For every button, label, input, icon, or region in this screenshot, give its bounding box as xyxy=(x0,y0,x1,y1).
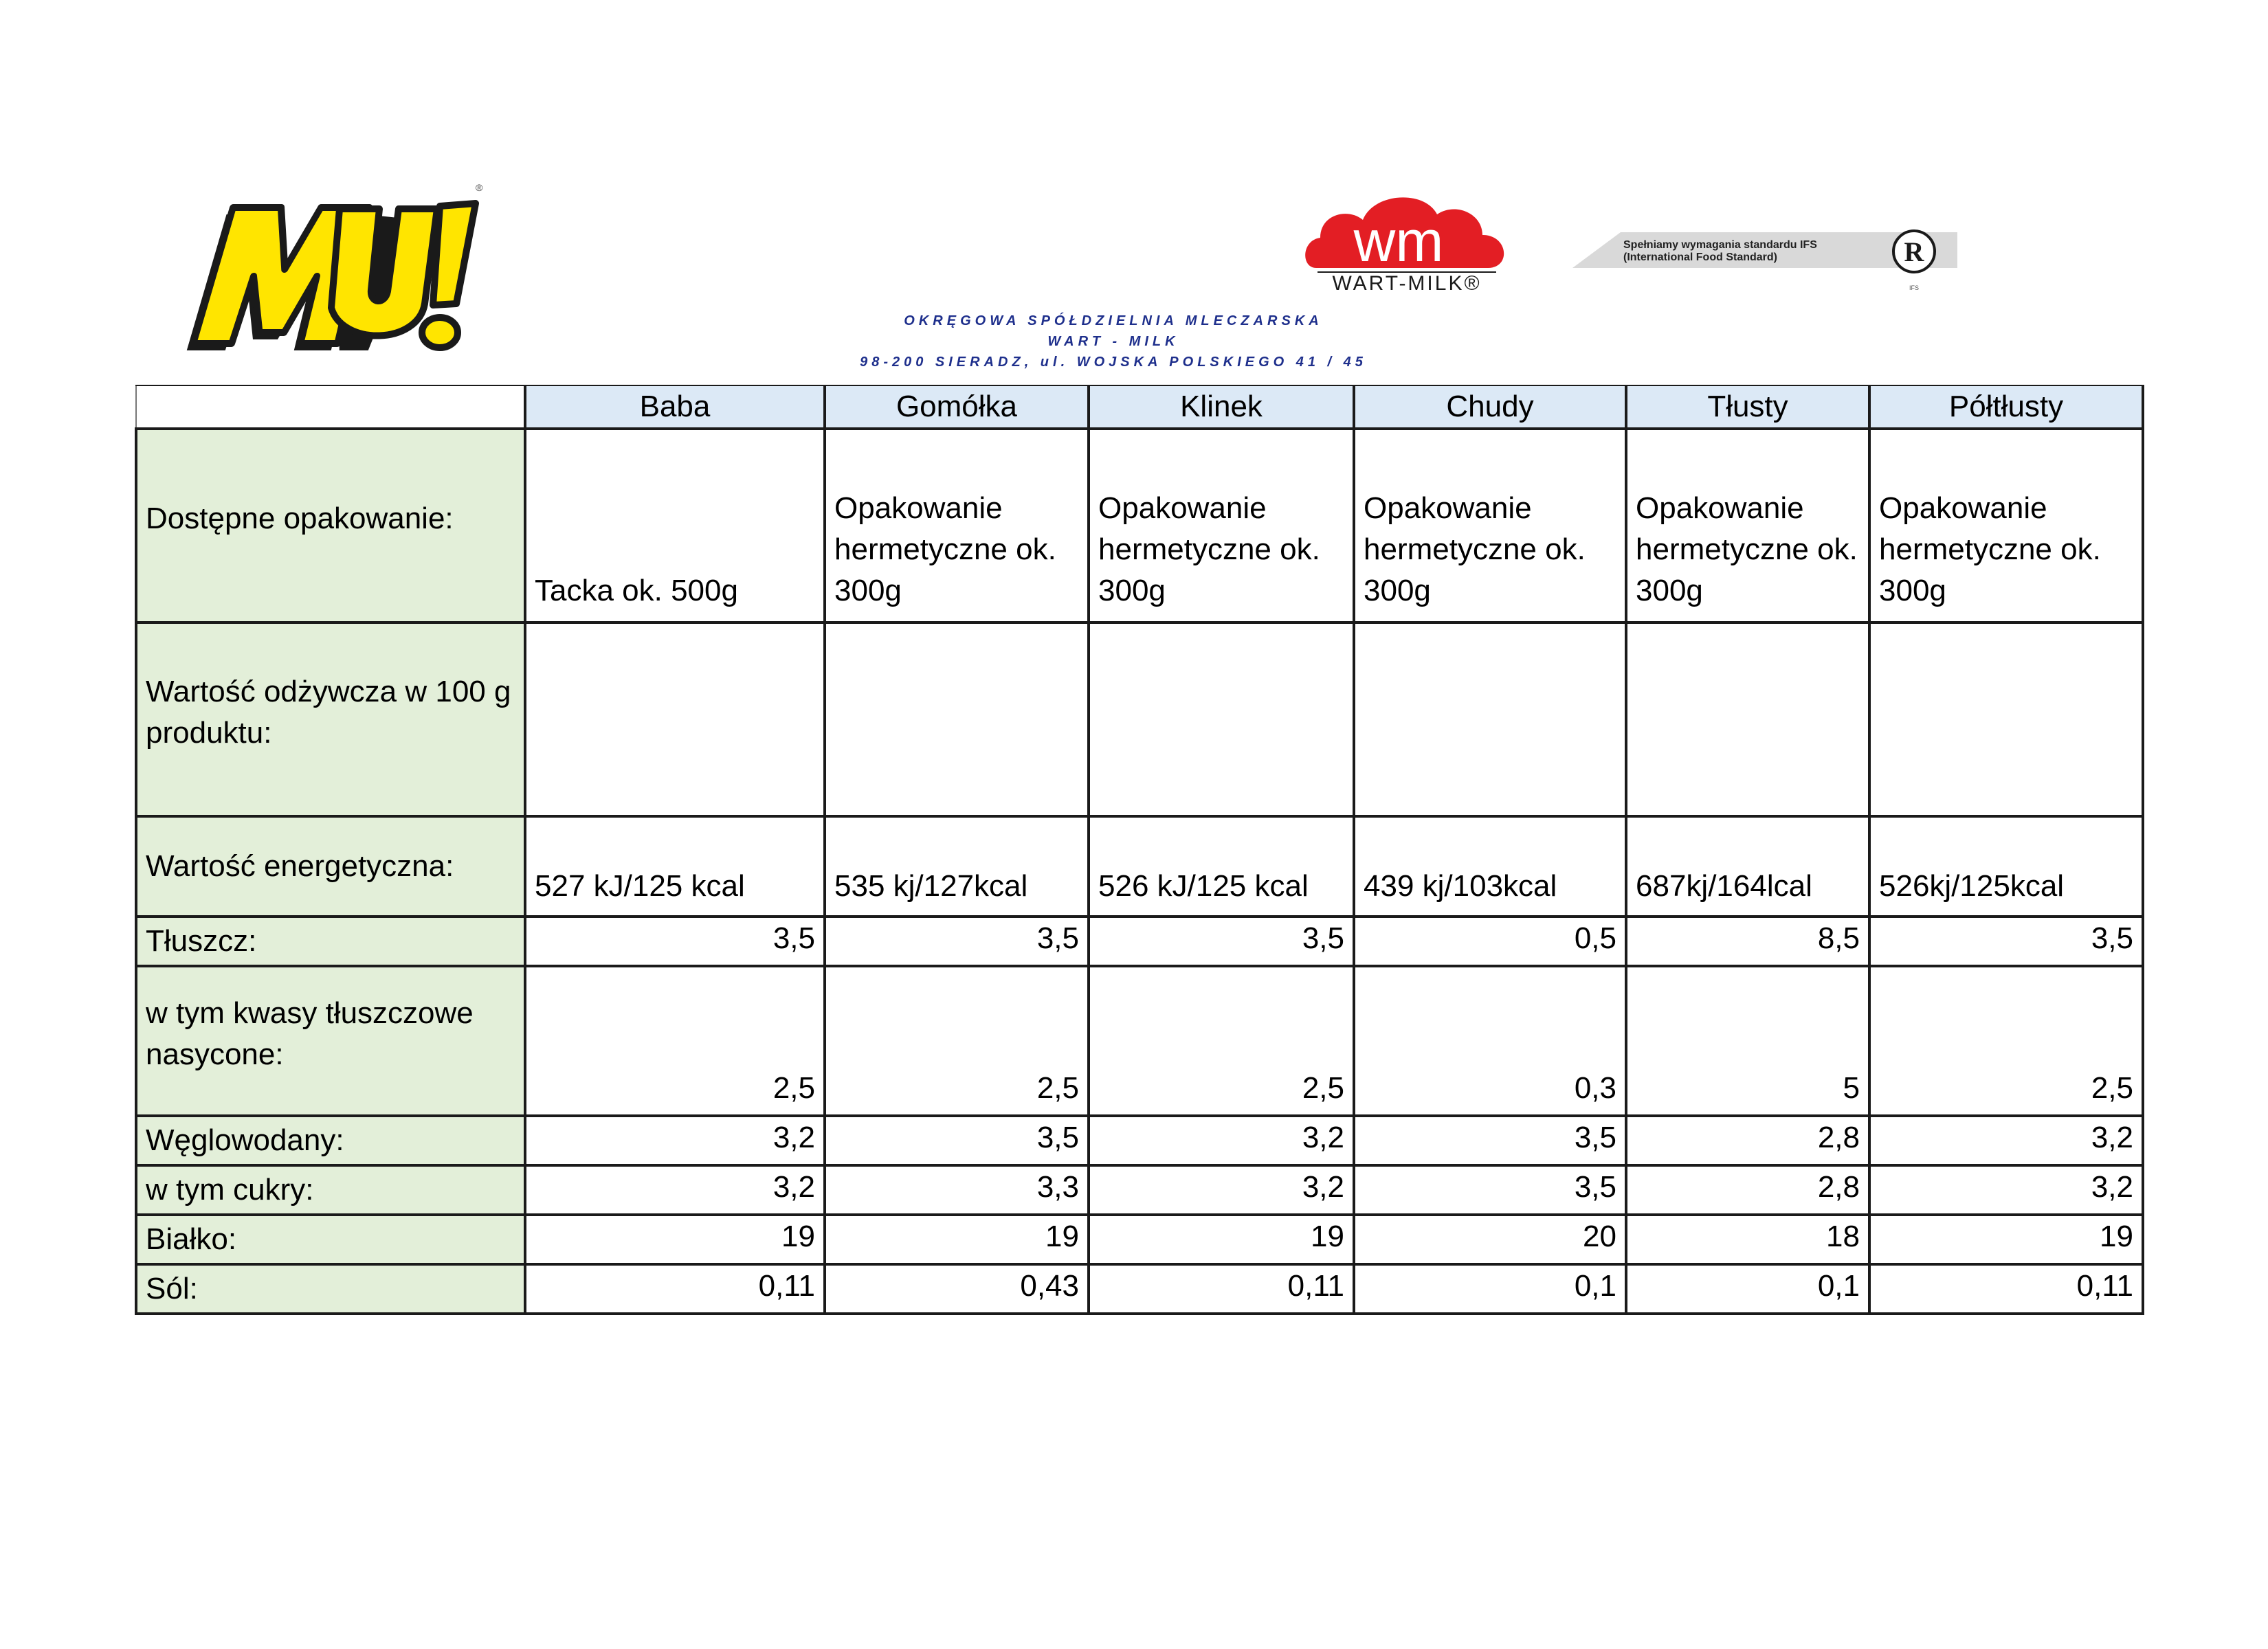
ifs-small-text: IFS xyxy=(1909,284,1920,291)
table-cell: 0,1 xyxy=(1354,1264,1626,1314)
row-label: Węglowodany: xyxy=(136,1116,525,1165)
ifs-certification-logo xyxy=(1572,229,1978,298)
table-cell: 5 xyxy=(1626,966,1869,1116)
table-cell: 3,5 xyxy=(825,917,1089,966)
table-cell: 19 xyxy=(1089,1215,1354,1264)
table-cell: 2,5 xyxy=(1089,966,1354,1116)
table-cell: Opakowanie hermetyczne ok. 300g xyxy=(1869,429,2143,622)
column-header-klinek: Klinek xyxy=(1089,385,1354,429)
ifs-line-2: (International Food Standard) xyxy=(1623,251,1777,263)
table-cell: 526kj/125kcal xyxy=(1869,816,2143,917)
table-cell: 19 xyxy=(525,1215,825,1264)
table-cell: 20 xyxy=(1354,1215,1626,1264)
table-cell xyxy=(1089,622,1354,816)
ifs-badge-letter: R xyxy=(1904,236,1924,267)
cooperative-address: 98-200 SIERADZ, ul. WOJSKA POLSKIEGO 41 / 45 xyxy=(860,355,1367,370)
row-label: Tłuszcz: xyxy=(136,917,525,966)
cooperative-name: OKRĘGOWA SPÓŁDZIELNIA MLECZARSKA xyxy=(904,313,1323,328)
table-row-salt xyxy=(136,1264,2143,1314)
table-cell: 527 kJ/125 kcal xyxy=(525,816,825,917)
column-header-poltlusty: Półtłusty xyxy=(1869,385,2143,429)
table-cell: 0,5 xyxy=(1354,917,1626,966)
ifs-line-1: Spełniamy wymagania standardu IFS xyxy=(1623,239,1817,251)
table-cell xyxy=(525,622,825,816)
table-cell: 3,5 xyxy=(1354,1116,1626,1165)
table-cell: 0,43 xyxy=(825,1264,1089,1314)
row-label: Białko: xyxy=(136,1215,525,1264)
table-cell: 0,11 xyxy=(1869,1264,2143,1314)
table-row-protein xyxy=(136,1215,2143,1264)
table-cell: 535 kj/127kcal xyxy=(825,816,1089,917)
table-cell: 8,5 xyxy=(1626,917,1869,966)
table-header-row xyxy=(136,385,2143,429)
table-cell: 687kj/164lcal xyxy=(1626,816,1869,917)
table-cell: 526 kJ/125 kcal xyxy=(1089,816,1354,917)
row-label: Wartość odżywcza w 100 g produktu: xyxy=(136,622,525,816)
table-cell: 2,5 xyxy=(825,966,1089,1116)
table-cell: 0,1 xyxy=(1626,1264,1869,1314)
table-row-energy xyxy=(136,816,2143,917)
table-cell: 3,2 xyxy=(1869,1165,2143,1215)
table-cell xyxy=(1869,622,2143,816)
row-label: w tym kwasy tłuszczowe nasycone: xyxy=(136,966,525,1116)
table-row-nutrition-heading xyxy=(136,622,2143,816)
cooperative-brand: WART - MILK xyxy=(1047,334,1179,349)
svg-text:®: ® xyxy=(476,182,483,193)
table-cell: 19 xyxy=(825,1215,1089,1264)
mu-logo-text: MU! xyxy=(184,173,186,174)
table-cell: 0,3 xyxy=(1354,966,1626,1116)
wart-milk-logo xyxy=(1302,187,1515,300)
table-cell: 2,5 xyxy=(1869,966,2143,1116)
table-cell: 439 kj/103kcal xyxy=(1354,816,1626,917)
nutrition-table xyxy=(135,385,2144,1315)
row-label: Wartość energetyczna: xyxy=(136,816,525,917)
row-label: Sól: xyxy=(136,1264,525,1314)
table-cell: 2,5 xyxy=(525,966,825,1116)
table-cell: 3,5 xyxy=(525,917,825,966)
table-cell: 19 xyxy=(1869,1215,2143,1264)
table-row-fat xyxy=(136,917,2143,966)
table-cell xyxy=(825,622,1089,816)
table-row-packaging xyxy=(136,429,2143,622)
table-row-carbohydrates xyxy=(136,1116,2143,1165)
table-cell: 3,5 xyxy=(825,1116,1089,1165)
table-cell: Opakowanie hermetyczne ok. 300g xyxy=(1626,429,1869,622)
column-header-gomolka: Gomółka xyxy=(825,385,1089,429)
column-header-tlusty: Tłusty xyxy=(1626,385,1869,429)
table-cell: 3,5 xyxy=(1089,917,1354,966)
table-cell: 3,2 xyxy=(1869,1116,2143,1165)
table-cell: 2,8 xyxy=(1626,1116,1869,1165)
row-label: Dostępne opakowanie: xyxy=(136,429,525,622)
table-row-sugars xyxy=(136,1165,2143,1215)
wm-name: WART-MILK® xyxy=(1332,272,1482,295)
table-cell: 3,5 xyxy=(1354,1165,1626,1215)
table-cell: 3,2 xyxy=(525,1116,825,1165)
table-cell: Opakowanie hermetyczne ok. 300g xyxy=(825,429,1089,622)
column-header-baba: Baba xyxy=(525,385,825,429)
table-corner-cell xyxy=(136,385,525,429)
table-cell: 3,2 xyxy=(525,1165,825,1215)
table-cell: Opakowanie hermetyczne ok. 300g xyxy=(1089,429,1354,622)
table-cell: 3,5 xyxy=(1869,917,2143,966)
table-cell: 3,2 xyxy=(1089,1165,1354,1215)
cooperative-header xyxy=(804,311,1423,372)
table-cell xyxy=(1354,622,1626,816)
wm-mark: wm xyxy=(1353,209,1444,273)
table-cell: 0,11 xyxy=(525,1264,825,1314)
table-cell: 3,2 xyxy=(1089,1116,1354,1165)
table-cell: 0,11 xyxy=(1089,1264,1354,1314)
table-cell: Tacka ok. 500g xyxy=(525,429,825,622)
table-cell: 3,3 xyxy=(825,1165,1089,1215)
column-header-chudy: Chudy xyxy=(1354,385,1626,429)
table-cell xyxy=(1626,622,1869,816)
table-cell: 18 xyxy=(1626,1215,1869,1264)
table-cell: Opakowanie hermetyczne ok. 300g xyxy=(1354,429,1626,622)
table-cell: 2,8 xyxy=(1626,1165,1869,1215)
mu-logo xyxy=(184,173,487,363)
row-label: w tym cukry: xyxy=(136,1165,525,1215)
table-row-saturated-fat xyxy=(136,966,2143,1116)
